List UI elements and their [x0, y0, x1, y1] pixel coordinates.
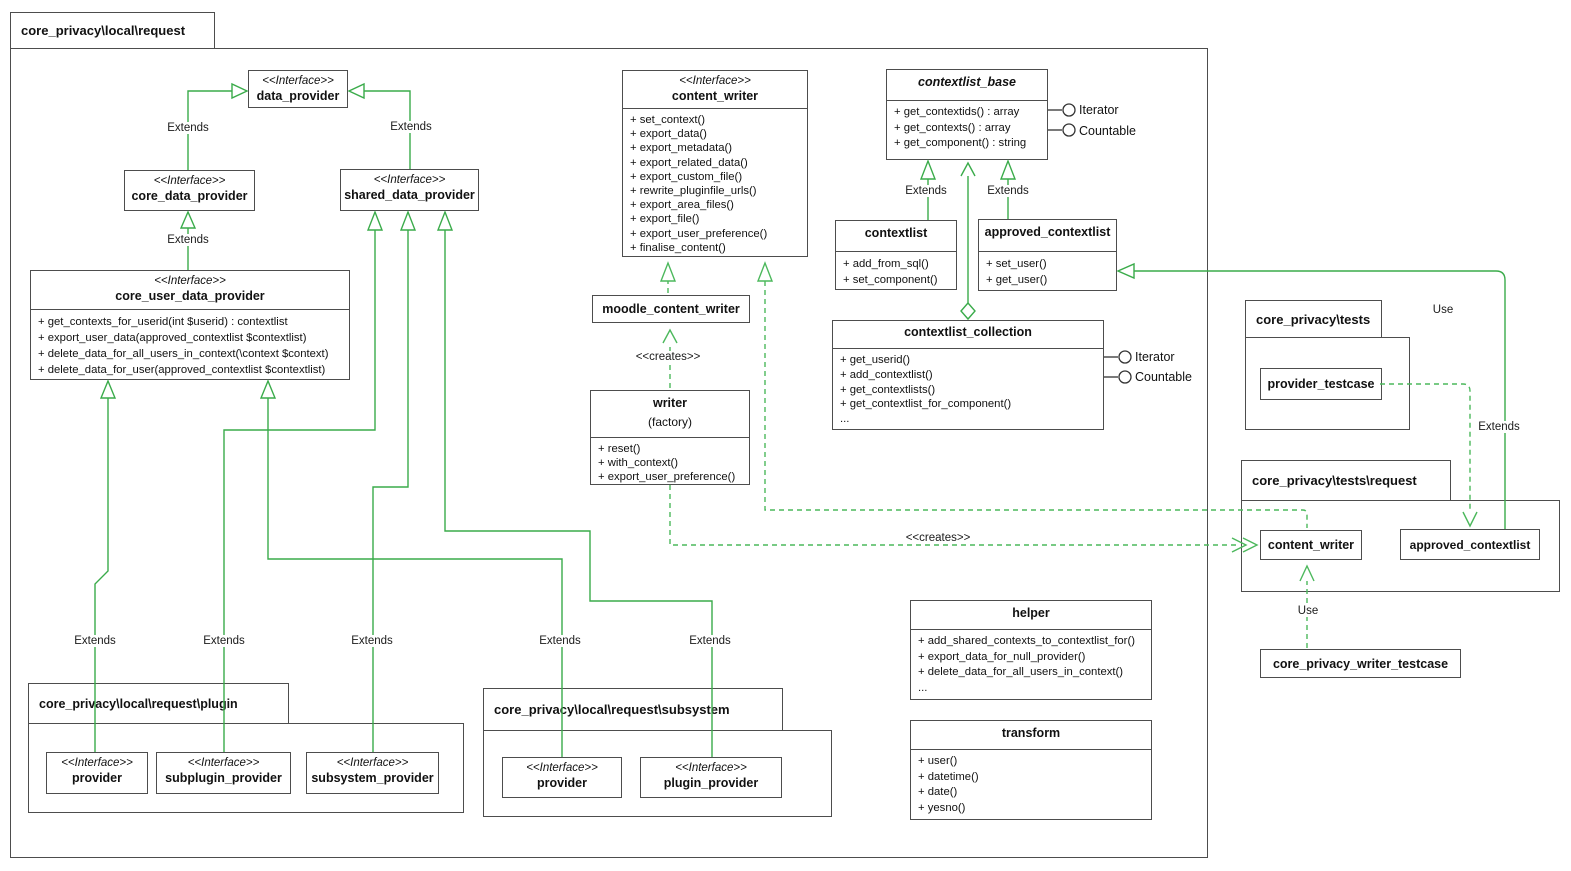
method-row: + date(): [918, 786, 958, 798]
class-name: contextlist_base: [918, 75, 1016, 89]
class-name: contextlist: [864, 226, 928, 240]
class-name: content_writer: [671, 89, 759, 103]
package-tests-request-label: [1241, 460, 1451, 501]
stereotype: <<Interface>>: [675, 762, 747, 774]
class-subplugin-provider: [156, 752, 291, 794]
method-list: [833, 348, 1103, 431]
class-core-user-data-provider: [30, 270, 350, 380]
stereotype: <<Interface>>: [679, 75, 751, 87]
method-row: + add_contextlist(): [840, 368, 933, 381]
class-transform: [910, 720, 1152, 820]
method-row: + export_user_preference(): [598, 471, 736, 484]
method-row: + get_component() : string: [894, 137, 1027, 149]
method-row: + get_contextlist_for_component(): [840, 398, 1012, 411]
class-name: approved_contextlist: [984, 225, 1111, 239]
class-name: moodle_content_writer: [602, 302, 740, 316]
method-row: + finalise_content(): [630, 241, 726, 254]
method-list: [591, 437, 749, 489]
method-row: ...: [840, 413, 850, 426]
method-row: ...: [918, 681, 928, 694]
method-row: + export_user_preference(): [630, 227, 768, 240]
countable-label: Countable: [1079, 124, 1136, 138]
method-row: + with_context(): [598, 457, 679, 470]
class-name: provider: [536, 776, 587, 790]
class-subtitle: (factory): [647, 415, 692, 429]
class-name: writer: [652, 396, 688, 410]
class-moodle-content-writer: [592, 295, 750, 323]
method-row: + export_user_data(approved_contextlist $contextlist): [38, 332, 307, 344]
class-name: content_writer: [1267, 538, 1355, 552]
extends-label: Extends: [387, 121, 435, 133]
package-tests-label: [1245, 300, 1382, 338]
class-name: core_user_data_provider: [115, 289, 265, 303]
use-label: Use: [1295, 605, 1321, 617]
method-row: + delete_data_for_all_users_in_context(): [918, 666, 1124, 678]
method-row: + add_from_sql(): [843, 258, 929, 270]
extends-label: Extends: [536, 635, 584, 647]
stereotype: <<Interface>>: [187, 757, 260, 769]
stereotype: <<Interface>>: [336, 757, 409, 769]
class-subsystem-plugin-provider: [640, 757, 782, 798]
method-list: [887, 100, 1047, 156]
stereotype: <<Interface>>: [61, 757, 133, 769]
extends-label: Extends: [200, 635, 248, 647]
method-row: + set_user(): [986, 258, 1047, 270]
class-provider-testcase: [1260, 368, 1382, 400]
class-name: transform: [1001, 726, 1061, 740]
extends-label: Extends: [984, 185, 1032, 197]
extends-label: Extends: [902, 185, 950, 197]
method-row: + datetime(): [918, 770, 979, 783]
use-label: Use: [1430, 304, 1456, 316]
class-content-writer: [622, 70, 808, 257]
class-core-privacy-writer-testcase: [1260, 649, 1461, 678]
class-core-data-provider: [124, 170, 255, 211]
class-name: core_data_provider: [131, 189, 248, 203]
method-row: + export_custom_file(): [630, 170, 743, 183]
iterator-label: Iterator: [1135, 350, 1175, 364]
stereotype: <<Interface>>: [373, 174, 446, 186]
method-row: + export_area_files(): [630, 199, 734, 212]
method-row: + export_data_for_null_provider(): [918, 650, 1086, 663]
stereotype: <<Interface>>: [153, 175, 226, 187]
extends-label: Extends: [164, 234, 212, 246]
method-row: + delete_data_for_all_users_in_context(\context $context): [38, 348, 329, 360]
method-row: + rewrite_pluginfile_urls(): [630, 185, 757, 198]
method-row: + user(): [918, 755, 958, 767]
extends-label: Extends: [164, 122, 212, 134]
countable-label: Countable: [1135, 370, 1192, 384]
package-plugin-title: core_privacy\local\request\plugin: [39, 696, 238, 711]
method-list: [623, 108, 807, 259]
method-row: + export_related_data(): [630, 156, 748, 169]
method-list: [836, 251, 956, 292]
package-subsystem-label: [483, 688, 783, 731]
method-list: [31, 309, 349, 382]
package-subsystem-title: core_privacy\local\request\subsystem: [494, 702, 730, 717]
class-subsystem-provider: [306, 752, 439, 794]
method-list: [911, 749, 1151, 820]
method-row: + set_component(): [843, 274, 938, 286]
class-name: approved_contextlist: [1409, 537, 1531, 552]
class-name: subsystem_provider: [311, 771, 434, 785]
class-tests-approved-contextlist: [1400, 529, 1540, 560]
method-row: + get_contextids() : array: [894, 106, 1020, 118]
stereotype: <<Interface>>: [154, 275, 226, 287]
package-plugin-label: [28, 683, 289, 724]
method-row: + reset(): [598, 443, 641, 455]
class-name: shared_data_provider: [344, 188, 475, 202]
creates-label: <<creates>>: [903, 532, 974, 544]
class-name: contextlist_collection: [904, 325, 1032, 339]
method-row: + get_userid(): [840, 354, 911, 366]
class-contextlist: [835, 220, 957, 290]
class-name: core_privacy_writer_testcase: [1272, 656, 1449, 671]
package-tests-title: core_privacy\tests: [1256, 311, 1371, 327]
method-row: + get_contexts_for_userid(int $userid) : contextlist: [38, 316, 288, 328]
class-approved-contextlist: [978, 219, 1117, 291]
class-name: plugin_provider: [663, 776, 759, 790]
package-tests-request-title: core_privacy\tests\request: [1252, 473, 1417, 488]
method-row: + get_contextlists(): [840, 383, 936, 396]
stereotype: <<Interface>>: [526, 762, 598, 774]
package-root-title: core_privacy\local\request: [21, 23, 186, 38]
class-shared-data-provider: [340, 169, 479, 211]
method-row: + export_file(): [630, 213, 700, 226]
class-name: data_provider: [256, 89, 340, 103]
class-contextlist-collection: [832, 320, 1104, 430]
class-tests-content-writer: [1260, 530, 1362, 560]
extends-label: Extends: [348, 635, 396, 647]
extends-label: Extends: [686, 635, 734, 647]
method-row: + export_data(): [630, 128, 707, 141]
extends-label: Extends: [71, 635, 119, 647]
method-row: + add_shared_contexts_to_contextlist_for(): [918, 635, 1135, 647]
method-row: + set_context(): [630, 114, 706, 126]
method-row: + export_metadata(): [630, 142, 733, 155]
method-list: [911, 629, 1151, 700]
class-contextlist-base: [886, 69, 1048, 160]
method-row: + get_user(): [986, 274, 1048, 286]
class-name: provider: [71, 771, 122, 785]
class-data-provider: [248, 70, 348, 108]
class-subsystem-pkg-provider: [502, 757, 622, 798]
package-root-label: [10, 12, 215, 49]
iterator-label: Iterator: [1079, 103, 1119, 117]
method-row: + yesno(): [918, 801, 966, 814]
method-list: [979, 251, 1116, 292]
creates-label: <<creates>>: [633, 351, 704, 363]
method-row: + get_contexts() : array: [894, 121, 1011, 134]
stereotype: <<Interface>>: [262, 75, 334, 87]
class-name: helper: [1012, 606, 1050, 620]
class-name: provider_testcase: [1267, 377, 1375, 391]
class-helper: [910, 600, 1152, 700]
extends-label: Extends: [1475, 421, 1523, 433]
class-plugin-provider: [46, 752, 148, 794]
class-name: subplugin_provider: [165, 771, 282, 785]
class-writer: [590, 390, 750, 485]
method-row: + delete_data_for_user(approved_contextlist $contextlist): [38, 364, 326, 376]
